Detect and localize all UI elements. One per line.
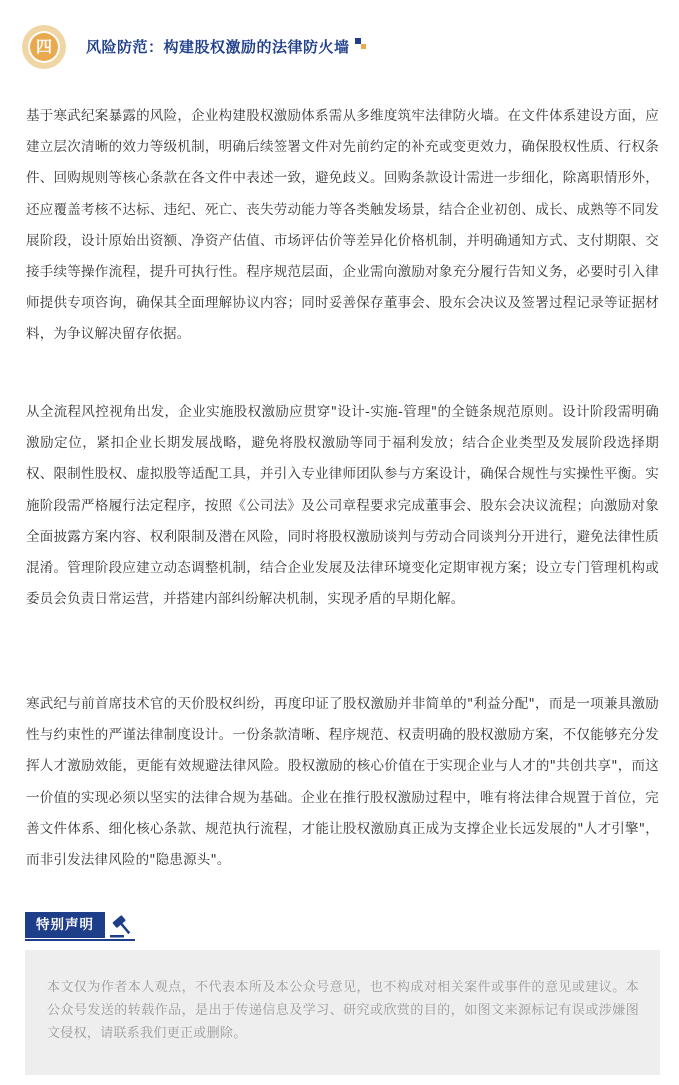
notice-text: 本文仅为作者本人观点，不代表本所及本公众号意见，也不构成对相关案件或事件的意见或建议。本公众号发送的转载作品，是出于传递信息及学习、研究或欣赏的目的，如图文来源标记有误或涉嫌图文侵权，请联系我们更正或删除。 bbox=[47, 980, 639, 1041]
notice-label: 特别声明 bbox=[25, 912, 105, 938]
paragraph-3: 寒武纪与前首席技术官的天价股权纠纷，再度印证了股权激励并非简单的"利益分配"，而是一项兼具激励性与约束性的严谨法律制度设计。一份条款清晰、程序规范、权责明确的股权激励方案，不仅能够充分发挥人才激励效能，更能有效规避法律风险。股权激励的核心价值在于实现企业与人才的"共创共享"，而这一价值的实现必须以坚实的法律合规为基础。企业在推行股权激励过程中，唯有将法律合规置于首位，完善文件体系、细化核心条款、规范执行流程，才能让股权激励真正成为支撑企业长远发展的"人才引擎"，而非引发法律风险的"隐患源头"。 bbox=[26, 696, 659, 869]
decorative-squares-icon bbox=[352, 38, 372, 58]
paragraph-1: 基于寒武纪案暴露的风险，企业构建股权激励体系需从多维度筑牢法律防火墙。在文件体系建设方面，应建立层次清晰的效力等级机制，明确后续签署文件对先前约定的补充或变更效力，确保股权性质、行权条件、回购规则等核心条款在各文件中表述一致，避免歧义。回购条款设计需进一步细化，除离职情形外，还应覆盖考核不达标、违纪、死亡、丧失劳动能力等各类触发场景，结合企业初创、成长、成熟等不同发展阶段，设计原始出资额、净资产估值、市场评估价等差异化价格机制，并明确通知方式、支付期限、交接手续等操作流程，提升可执行性。程序规范层面，企业需向激励对象充分履行告知义务，必要时引入律师提供专项咨询，确保其全面理解协议内容；同时妥善保存董事会、股东会决议及签署过程记录等证据材料，为争议解决留存依据。 bbox=[26, 108, 659, 343]
notice-underline bbox=[25, 939, 135, 941]
section-number-badge bbox=[22, 25, 66, 69]
section-header bbox=[22, 25, 662, 71]
paragraph-2: 从全流程风控视角出发，企业实施股权激励应贯穿"设计-实施-管理"的全链条规范原则。设计阶段需明确激励定位，紧扣企业长期发展战略，避免将股权激励等同于福利发放；结合企业类型及发展阶段选择期权、限制性股权、虚拟股等适配工具，并引入专业律师团队参与方案设计，确保合规性与实操性平衡。实施阶段需严格履行法定程序，按照《公司法》及公司章程要求完成董事会、股东会决议流程；向激励对象全面披露方案内容、权利限制及潜在风险，同时将股权激励谈判与劳动合同谈判分开进行，避免法律性质混淆。管理阶段应建立动态调整机制，结合企业发展及法律环境变化定期审视方案；设立专门管理机构或委员会负责日常运营，并搭建内部纠纷解决机制，实现矛盾的早期化解。 bbox=[26, 404, 659, 608]
section-number: 四 bbox=[28, 31, 60, 63]
gavel-icon bbox=[108, 911, 136, 939]
notice-box bbox=[25, 950, 660, 1075]
section-title: 风险防范：构建股权激励的法律防火墙 bbox=[86, 38, 350, 56]
